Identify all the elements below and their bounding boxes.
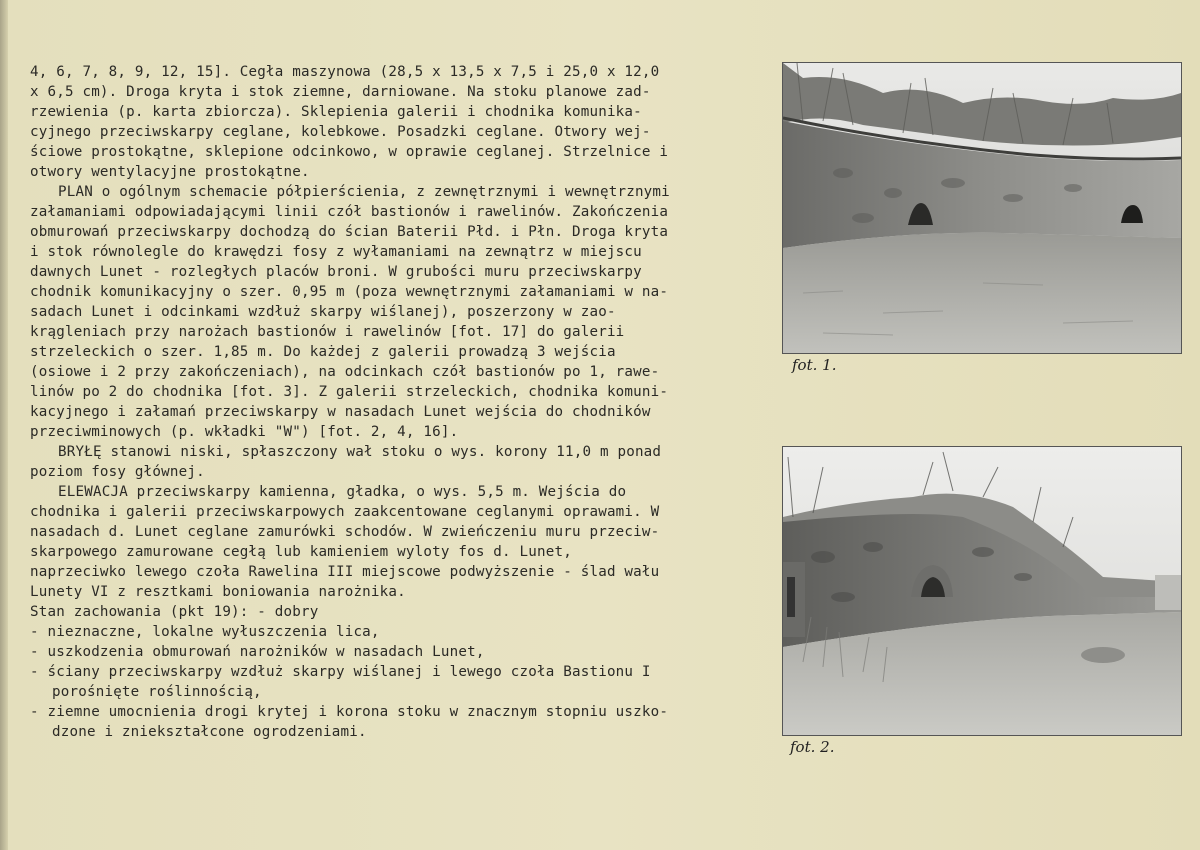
text-line: i stok równolegle do krawędzi fosy z wyłamaniami na zewnątrz w miejscu — [30, 244, 642, 260]
photo-1 — [782, 62, 1182, 354]
text-line: dawnych Lunet - rozległych placów broni. W grubości muru przeciwskarpy — [30, 264, 642, 280]
text-line: kacyjnego i załamań przeciwskarpy w nasadach Lunet wejścia do chodników — [30, 404, 651, 420]
elewacja-paragraph-start: ELEWACJA przeciwskarpy kamienna, gładka, o wys. 5,5 m. Wejścia do — [58, 484, 627, 500]
text-line: krągleniach przy narożach bastionów i rawelinów [fot. 17] do galerii — [30, 324, 625, 340]
condition-item: - ziemne umocnienia drogi krytej i korona stoku w znacznym stopniu uszko- — [30, 704, 669, 720]
text-line: ściowe prostokątne, sklepione odcinkowo, w oprawie ceglanej. Strzelnice i — [30, 144, 669, 160]
photo-2 — [782, 446, 1182, 736]
condition-heading: Stan zachowania (pkt 19): - dobry — [30, 604, 319, 620]
text-line: Lunety VI z resztkami boniowania narożnika. — [30, 584, 406, 600]
plan-paragraph-start: PLAN o ogólnym schemacie półpierścienia, z zewnętrznymi i wewnętrznymi — [58, 184, 670, 200]
text-line: (osiowe i 2 przy zakończeniach), na odcinkach czół bastionów po 1, rawe- — [30, 364, 660, 380]
text-line: sadach Lunet i odcinkami wzdłuż skarpy wiślanej), poszerzony w zao- — [30, 304, 616, 320]
text-line: naprzeciwko lewego czoła Rawelina III miejscowe podwyższenie - ślad wału — [30, 564, 660, 580]
text-line: chodnik komunikacyjny o szer. 0,95 m (poza wewnętrznymi załamaniami w na- — [30, 284, 669, 300]
text-line: cyjnego przeciwskarpy ceglane, kolebkowe. Posadzki ceglane. Otwory wej- — [30, 124, 651, 140]
text-line: linów po 2 do chodnika [fot. 3]. Z galerii strzeleckich, chodnika komuni- — [30, 384, 669, 400]
text-line: przeciwminowych (p. wkładki "W") [fot. 2, 4, 16]. — [30, 424, 459, 440]
text-line: rzewienia (p. karta zbiorcza). Sklepienia galerii i chodnika komunika- — [30, 104, 642, 120]
text-line: x 6,5 cm). Droga kryta i stok ziemne, darniowane. Na stoku planowe zad- — [30, 84, 651, 100]
photo-1-caption: fot. 1. — [792, 356, 837, 374]
condition-item-cont: dzone i zniekształcone ogrodzeniami. — [52, 724, 367, 740]
text-line: skarpowego zamurowane cegłą lub kamieniem wyloty fos d. Lunet, — [30, 544, 572, 560]
text-line: nasadach d. Lunet ceglane zamurówki schodów. W zwieńczeniu muru przeciw- — [30, 524, 660, 540]
text-line: strzeleckich o szer. 1,85 m. Do każdej z galerii prowadzą 3 wejścia — [30, 344, 616, 360]
condition-item-cont: porośnięte roślinnością, — [52, 684, 262, 700]
page-edge — [0, 0, 8, 850]
condition-item: - ściany przeciwskarpy wzdłuż skarpy wiślanej i lewego czoła Bastionu I — [30, 664, 651, 680]
condition-item: - nieznaczne, lokalne wyłuszczenia lica, — [30, 624, 380, 640]
text-line: 4, 6, 7, 8, 9, 12, 15]. Cegła maszynowa (28,5 x 13,5 x 7,5 i 25,0 x 12,0 — [30, 64, 660, 80]
text-line: otwory wentylacyjne prostokątne. — [30, 164, 310, 180]
bryla-paragraph-start: BRYŁĘ stanowi niski, spłaszczony wał stoku o wys. korony 11,0 m ponad — [58, 444, 662, 460]
text-line: chodnika i galerii przeciwskarpowych zaakcentowane ceglanymi oprawami. W — [30, 504, 660, 520]
text-line: załamaniami odpowiadającymi linii czół bastionów i rawelinów. Zakończenia — [30, 204, 669, 220]
text-line: poziom fosy głównej. — [30, 464, 205, 480]
body-text — [30, 62, 770, 742]
text-line: obmurowań przeciwskarpy dochodzą do ścian Baterii Płd. i Płn. Droga kryta — [30, 224, 669, 240]
condition-item: - uszkodzenia obmurowań narożników w nasadach Lunet, — [30, 644, 485, 660]
photo-2-caption: fot. 2. — [790, 738, 835, 756]
